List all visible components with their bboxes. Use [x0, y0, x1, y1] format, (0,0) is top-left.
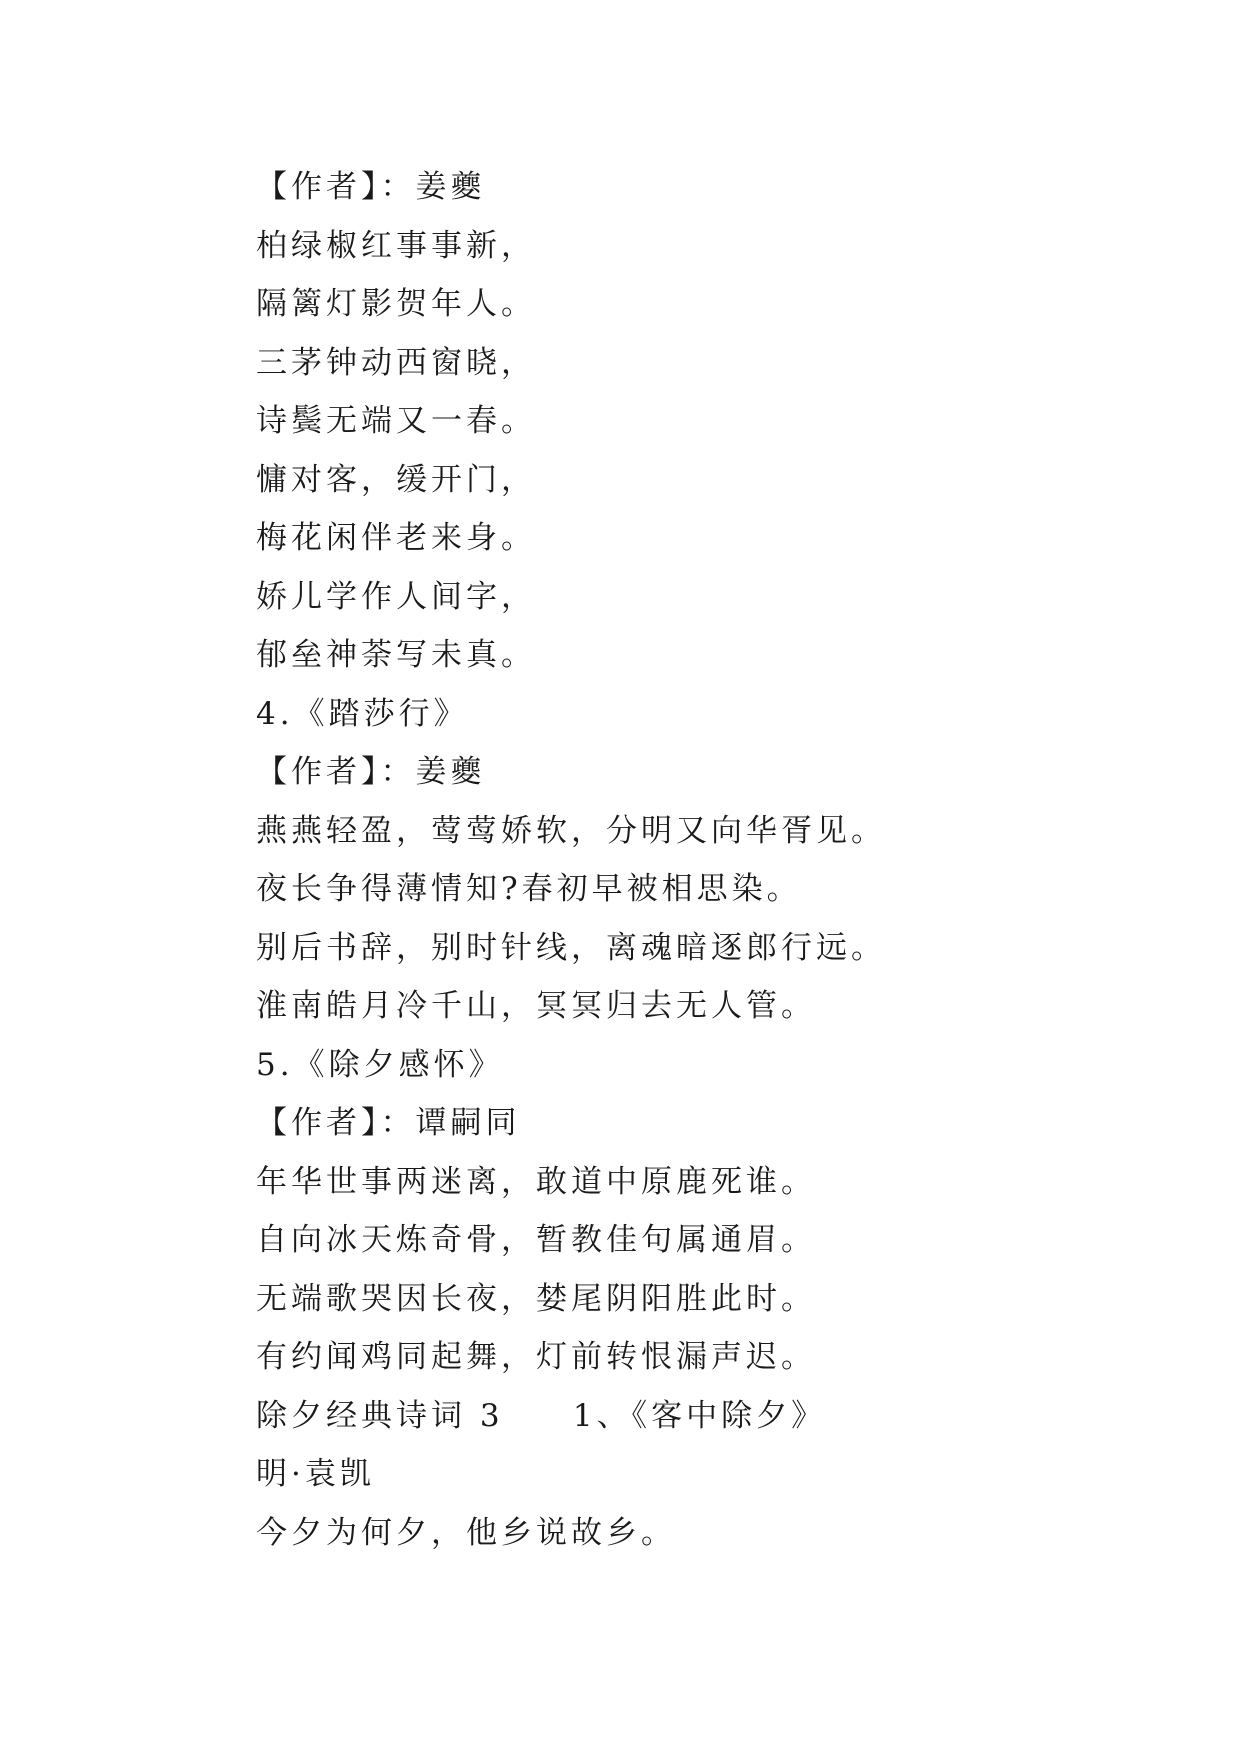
- poem-line: 梅花闲伴老来身。: [256, 520, 536, 556]
- poem-line: 无端歌哭因长夜，婪尾阴阳胜此时。: [256, 1280, 816, 1317]
- poem-line: 年华世事两迷离，敢道中原鹿死谁。: [256, 1163, 816, 1200]
- author-line: 【作者】：姜夔: [256, 169, 486, 205]
- poem-line: 有约闻鸡同起舞，灯前转恨漏声迟。: [256, 1339, 816, 1375]
- poem-line: 隔篱灯影贺年人。: [256, 286, 536, 322]
- poem-line: 自向冰天炼奇骨，暂教佳句属通眉。: [256, 1222, 816, 1258]
- poem-line: 慵对客，缓开门，: [256, 461, 536, 498]
- poem-line: 淮南皓月冷千山，冥冥归去无人管。: [256, 988, 816, 1024]
- poem-line: 郁垒神荼写未真。: [256, 637, 536, 673]
- poem-line: 娇儿学作人间字，: [256, 578, 536, 615]
- poem-line: 今夕为何夕，他乡说故乡。: [256, 1514, 676, 1551]
- poem-title: 4.《踏莎行》: [256, 695, 469, 732]
- poem-text-body: [256, 158, 1156, 1562]
- author-line: 【作者】：谭嗣同: [256, 1105, 521, 1141]
- section-heading: 除夕经典诗词 3 1、《客中除夕》: [256, 1397, 827, 1434]
- poem-line: 柏绿椒红事事新，: [256, 227, 536, 264]
- author-line: 【作者】：姜夔: [256, 754, 486, 790]
- author-line: 明·袁凯: [256, 1456, 375, 1492]
- poem-line: 三茅钟动西窗晓，: [256, 344, 536, 381]
- poem-line: 燕燕轻盈，莺莺娇软，分明又向华胥见。: [256, 812, 886, 849]
- poem-line: 诗鬓无端又一春。: [256, 403, 536, 439]
- poem-title: 5.《除夕感怀》: [256, 1046, 504, 1083]
- poem-line: 夜长争得薄情知?春初早被相思染。: [256, 871, 802, 907]
- poem-line: 别后书辞，别时针线，离魂暗逐郎行远。: [256, 929, 886, 966]
